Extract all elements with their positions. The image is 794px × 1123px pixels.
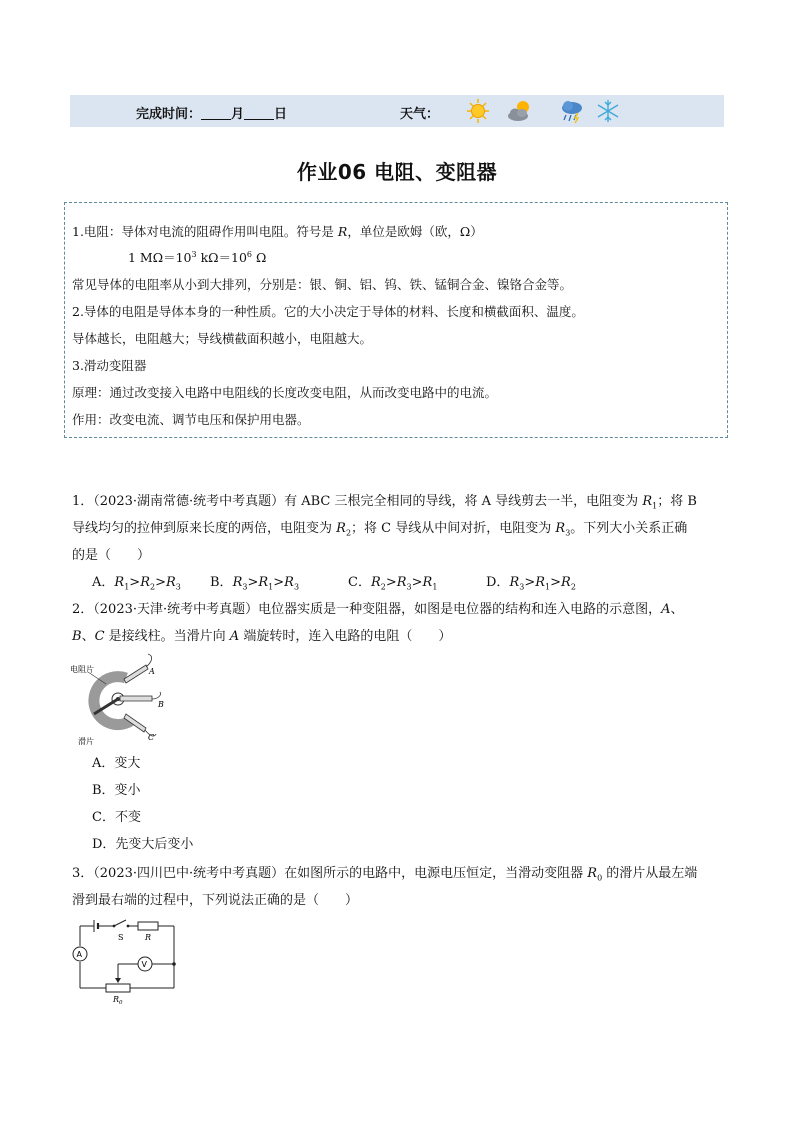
page-title: 作业06 电阻、变阻器: [296, 160, 498, 184]
knowledge-line-1: 1.电阻：导体对电流的阻碍作用叫电阻。符号是 R，单位是欧姆（欧，Ω）: [72, 224, 483, 239]
q1-option-c[interactable]: C．$R_2>R_3>R_1$: [348, 575, 438, 592]
partly-cloudy-icon: [506, 98, 534, 124]
knowledge-line-3: 常见导体的电阻率从小到大排列，分别是：银、铜、铝、钨、铁、锰铜合金、镍铬合金等。: [72, 277, 573, 292]
fig-label-slider: 滑片: [78, 737, 94, 746]
q2-option-a[interactable]: A．变大: [92, 756, 141, 771]
knowledge-line-5: 导体越长，电阻越大；导线横截面积越小，电阻越大。: [72, 331, 373, 346]
month-label: 月: [231, 107, 245, 122]
ammeter-label: A: [76, 950, 82, 959]
switch-label: S: [118, 933, 124, 942]
weather-label: 天气：: [400, 107, 440, 122]
potentiometer-diagram: [66, 652, 176, 746]
knowledge-line-6: 3.滑动变阻器: [72, 358, 147, 373]
knowledge-line-4: 2.导体的电阻是导体本身的一种性质。它的大小决定于导体的材料、长度和横截面积、温度。: [72, 304, 584, 319]
knowledge-line-2: 1 $M\Omega=10^3$ $k\Omega=10^6$ Ω: [128, 249, 267, 265]
fig-terminal-b: B: [158, 700, 164, 709]
rain-icon: [558, 98, 586, 124]
circuit-diagram: [68, 916, 183, 1008]
q1-line-1: 1．（2023·湖南常德·统考中考真题）有 ABC 三根完全相同的导线，将 A 导线剪去一半，电阻变为 $R_1$；将 B: [72, 494, 697, 511]
q1-option-d[interactable]: D．$R_3>R_1>R_2$: [486, 575, 576, 592]
day-blank[interactable]: [244, 107, 274, 120]
knowledge-line-7: 原理：通过改变接入电路中电阻线的长度改变电阻，从而改变电路中的电流。: [72, 385, 498, 400]
q3-line-1: 3．（2023·四川巴中·统考中考真题）在如图所示的电路中，电源电压恒定，当滑动变阻器 $R_0$ 的滑片从最左端: [72, 866, 698, 883]
voltmeter-label: V: [141, 960, 147, 969]
fig-terminal-c: C: [148, 733, 155, 742]
q2-line-2: B、C 是接线柱。当滑片向 A 端旋转时，连入电路的电阻（ ）: [72, 629, 452, 644]
sun-icon: [464, 98, 492, 124]
q3-line-2: 滑到最右端的过程中，下列说法正确的是（ ）: [72, 893, 359, 908]
rheostat-label: $R_0$: [113, 995, 123, 1006]
q2-line-1: 2．（2023·天津·统考中考真题）电位器实质是一种变阻器，如图是电位器的结构和连入电路的示意图，A、: [72, 602, 684, 617]
q1-option-b[interactable]: B．$R_3>R_1>R_3$: [210, 575, 300, 592]
q1-line-2: 导线均匀的拉伸到原来长度的两倍，电阻变为 $R_2$；将 C 导线从中间对折，电阻变为 $R_3$。下列大小关系正确: [72, 521, 688, 538]
q1-option-a[interactable]: A．$R_1>R_2>R_3$: [92, 575, 181, 592]
day-label: 日: [274, 107, 288, 122]
q2-option-b[interactable]: B．变小: [92, 783, 141, 798]
header-band: [70, 95, 724, 127]
time-label: 完成时间：: [136, 107, 202, 122]
resistor-label: R: [145, 933, 152, 942]
month-blank[interactable]: [201, 107, 231, 120]
fig-terminal-a: A: [149, 667, 155, 676]
q2-option-c[interactable]: C．不变: [92, 810, 141, 825]
snowflake-icon: [594, 98, 622, 124]
knowledge-line-8: 作用：改变电流、调节电压和保护用电器。: [72, 412, 310, 427]
completion-time-row: [136, 103, 287, 122]
fig-label-resistor: 电阻片: [70, 665, 94, 674]
q2-option-d[interactable]: D．先变大后变小: [92, 837, 194, 852]
q1-line-3: 的是（ ）: [72, 548, 151, 563]
